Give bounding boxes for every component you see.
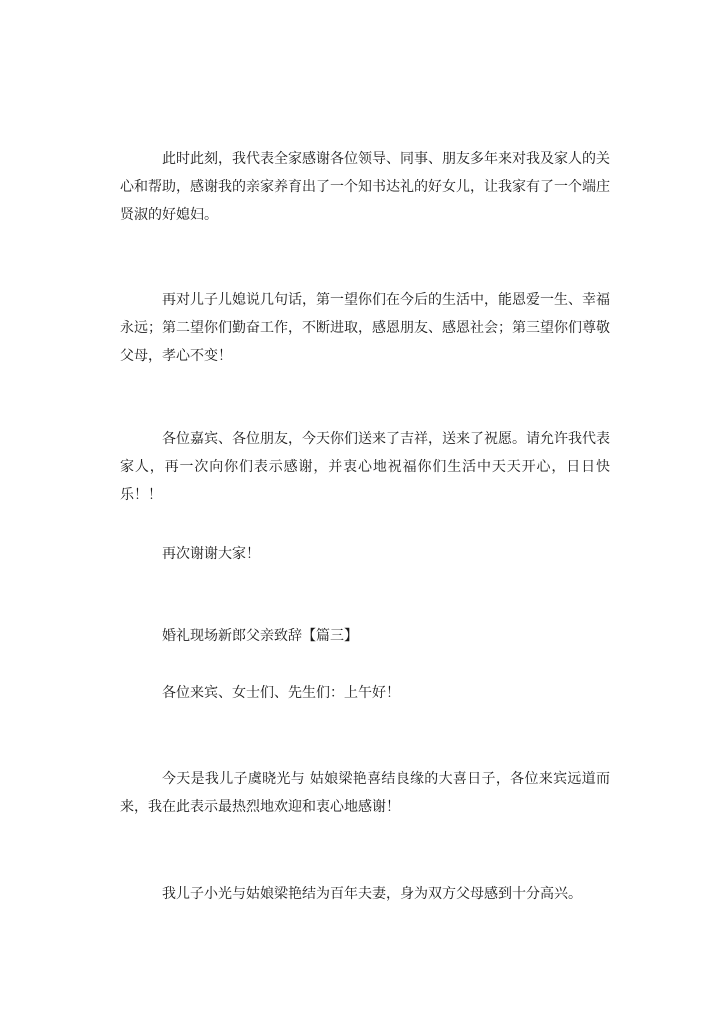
paragraph-marriage: 我儿子小光与姑娘梁艳结为百年夫妻，身为双方父母感到十分高兴。 bbox=[162, 886, 582, 902]
paragraph-thanks-again: 再次谢谢大家！ bbox=[162, 546, 260, 562]
paragraph-guests-thanks: 各位嘉宾、各位朋友，今天你们送来了吉祥，送来了祝愿。请允许我代表家人，再一次向你们表示感谢，并衷心地祝福你们生活中天天开心，日日快乐！！ bbox=[120, 431, 610, 503]
paragraph-thanks: 此时此刻，我代表全家感谢各位领导、同事、朋友多年来对我及家人的关心和帮助，感谢我的亲家养育出了一个知书达礼的好女儿，让我家有了一个端庄贤淑的好媳妇。 bbox=[120, 151, 610, 223]
paragraph-welcome: 今天是我儿子虞晓光与 姑娘梁艳喜结良缘的大喜日子，各位来宾远道而来，我在此表示最热烈地欢迎和衷心地感谢！ bbox=[120, 771, 610, 815]
greeting: 各位来宾、女士们、先生们：上午好！ bbox=[162, 685, 400, 701]
section-heading: 婚礼现场新郎父亲致辞【篇三】 bbox=[162, 628, 358, 644]
paragraph-wishes-to-couple: 再对儿子儿媳说几句话，第一望你们在今后的生活中，能恩爱一生、幸福永远；第二望你们勤奋工作，不断进取，感恩朋友、感恩社会；第三望你们尊敬父母，孝心不变！ bbox=[120, 292, 610, 364]
